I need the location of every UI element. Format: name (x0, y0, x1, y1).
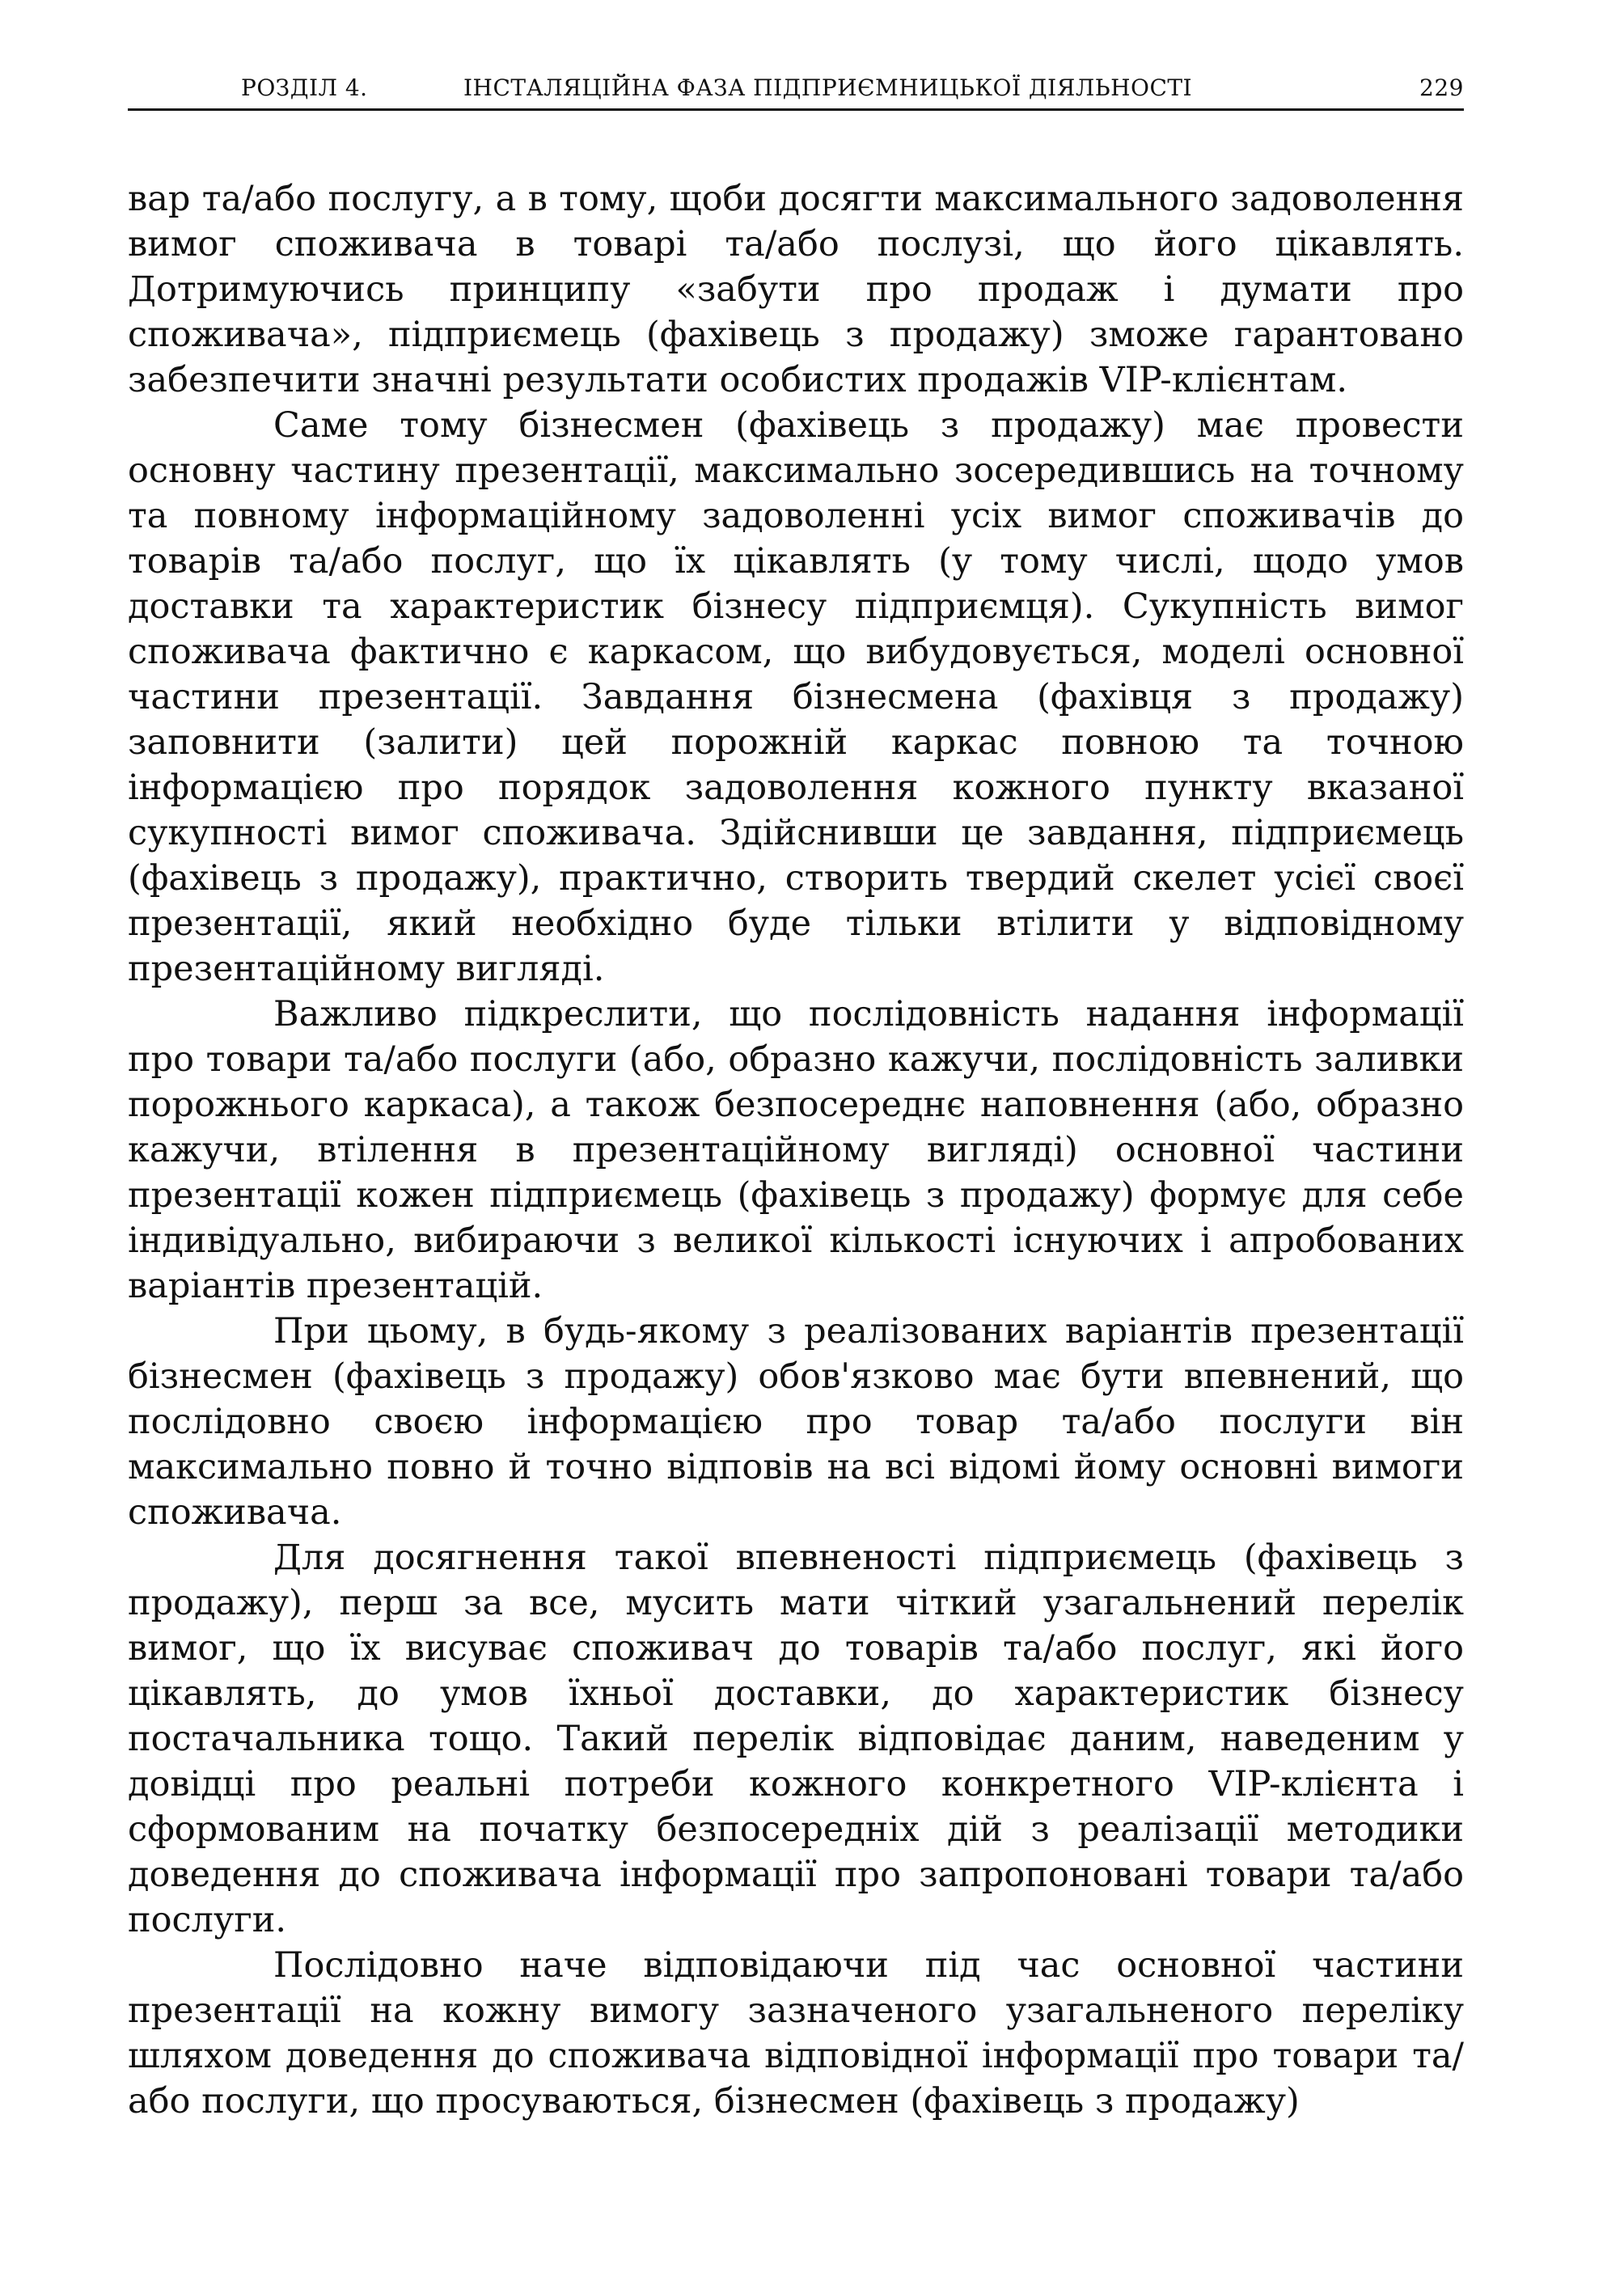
chapter-title: ІНСТАЛЯЦІЙНА ФАЗА ПІДПРИЄМНИЦЬКОЇ ДІЯЛЬНОСТІ (463, 74, 1193, 101)
running-header (128, 68, 1464, 111)
paragraph: Послідовно наче відповідаючи під час основної частини презентації на кожну вимогу зазначеного узагальненого переліку шляхом доведення до споживача відповідної інформації про товари та/або послуги, що просуваються, бізнесмен (фахівець з продажу) (128, 1945, 1464, 2122)
paragraph: При цьому, в будь-якому з реалізованих варіантів презентації бізнесмен (фахівець з продажу) обов'язково має бути впевнений, що послідовно своєю інформацією про товар та/або послуги він максимально повно й точно відповів на всі відомі йому основні вимоги споживача. (128, 1311, 1464, 1533)
page-number: 229 (1419, 74, 1464, 101)
paragraph-continuation: вар та/або послугу, а в тому, щоби досягти максимального задоволення вимог споживача в товарі та/або послузі, що його цікавлять. Дотримуючись принципу «забути про продаж і думати про споживача», підприємець (фахівець з продажу) зможе гарантовано забезпечити значні результати особистих продажів VIP-клієнтам. (128, 179, 1464, 400)
paragraph: Саме тому бізнесмен (фахівець з продажу) має провести основну частину презентації, максимально зосередившись на точному та повному інформаційному задоволенні усіх вимог споживачів до товарів та/або послуг, що їх цікавлять (у тому числі, щодо умов доставки та характеристик бізнесу підприємця). Сукупність вимог споживача фактично є каркасом, що вибудовується, моделі основної частини презентації. Завдання бізнесмена (фахівця з продажу) заповнити (залити) цей порожній каркас повною та точною інформацією про порядок задоволення кожного пункту вказаної сукупності вимог споживача. Здійснивши це завдання, підприємець (фахівець з продажу), практично, створить твердий скелет усієї своєї презентації, який необхідно буде тільки втілити у відповідному презентаційному вигляді. (128, 405, 1464, 989)
paragraph: Важливо підкреслити, що послідовність надання інформації про товари та/або послуги (або, образно кажучи, послідовність заливки порожнього каркаса), а також безпосереднє наповнення (або, образно кажучи, втілення в презентаційному вигляді) основної частини презентації кожен підприємець (фахівець з продажу) формує для себе індивідуально, вибираючи з великої кількості існуючих і апробованих варіантів презентацій. (128, 994, 1464, 1306)
chapter-label: РОЗДІЛ 4. (241, 74, 368, 101)
paragraph: Для досягнення такої впевненості підприємець (фахівець з продажу), перш за все, мусить мати чіткий узагальнений перелік вимог, що їх висуває споживач до товарів та/або послуг, які його цікавлять, до умов їхньої доставки, до характеристик бізнесу постачальника тощо. Такий перелік відповідає даним, наведеним у довідці про реальні потреби кожного конкретного VIP-клієнта і сформованим на початку безпосередніх дій з реалізації методики доведення до споживача інформації про запропоновані товари та/або послуги. (128, 1538, 1464, 1940)
body-text (128, 176, 1464, 2124)
book-page (128, 0, 1464, 2293)
